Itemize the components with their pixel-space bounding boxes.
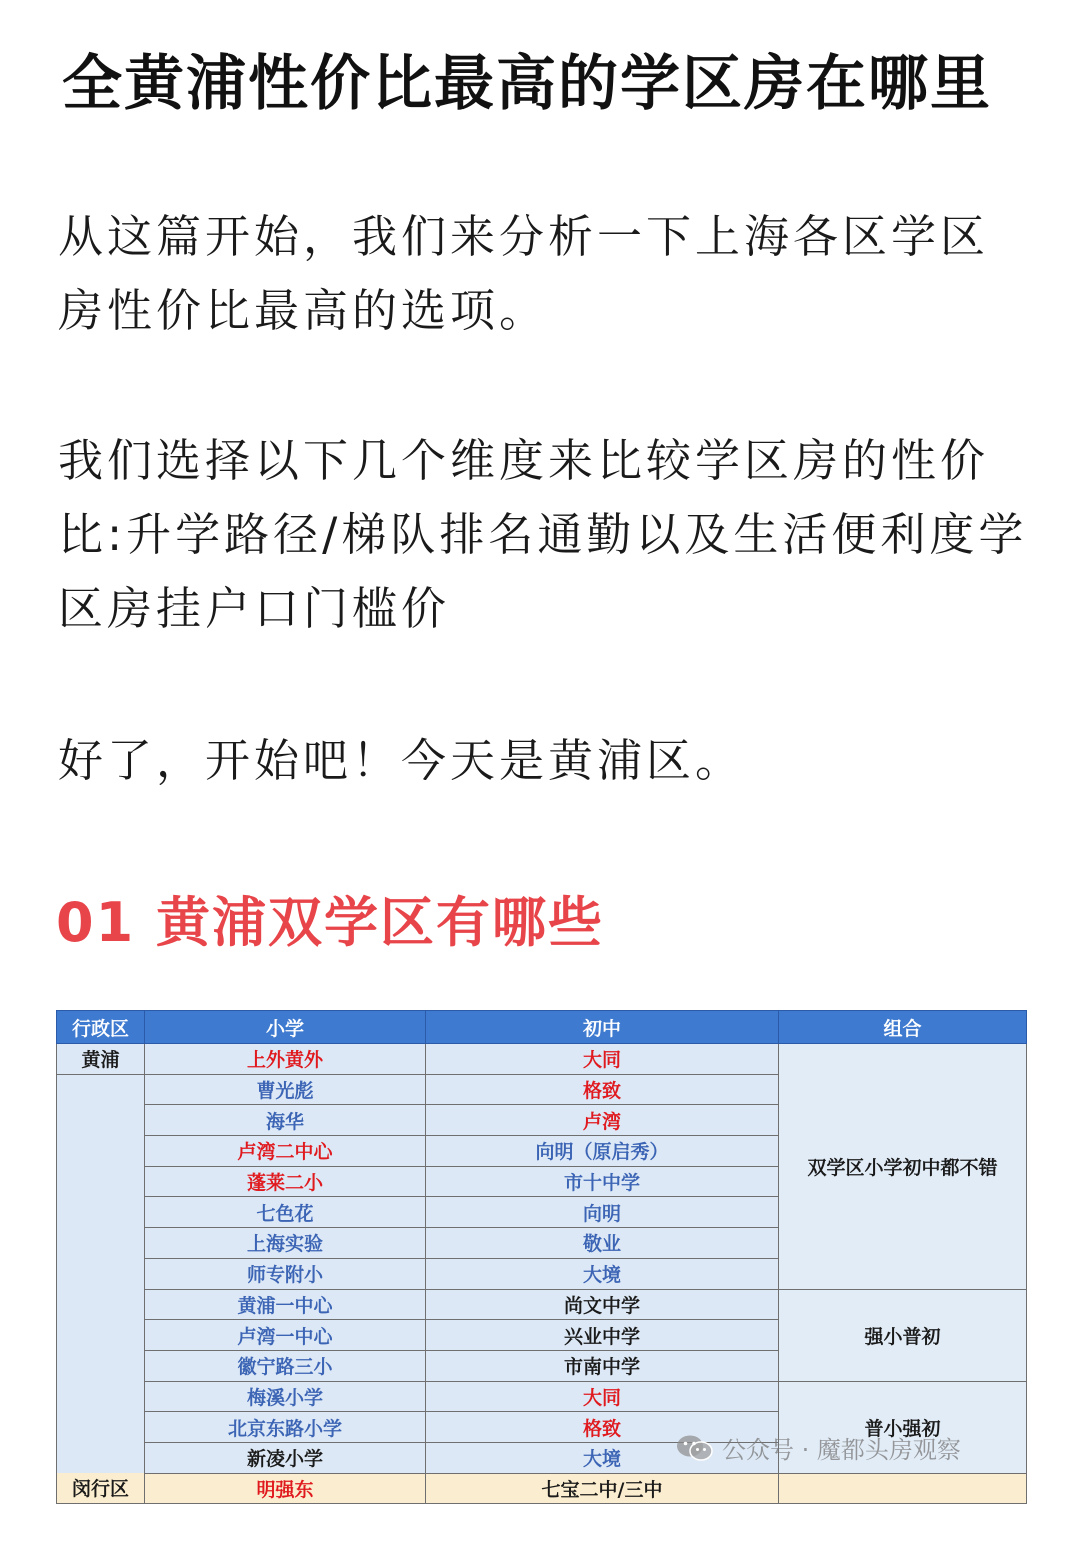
school-table-image [56,1010,1026,1501]
middle-school-cell: 七宝二中/三中 [426,1473,779,1503]
district-cell [57,1258,145,1289]
article-title: 全黄浦性价比最高的学区房在哪里 [62,49,992,119]
middle-school-cell: 大同 [426,1044,779,1075]
header-middle: 初中 [426,1011,779,1044]
primary-school-cell: 师专附小 [145,1258,426,1289]
middle-school-cell: 市十中学 [426,1166,779,1197]
primary-school-cell: 明强东 [145,1473,426,1503]
primary-school-cell: 上海实验 [145,1228,426,1259]
district-cell [57,1442,145,1473]
middle-school-cell: 大境 [426,1258,779,1289]
primary-school-cell: 徽宁路三小 [145,1350,426,1381]
middle-school-cell: 卢湾 [426,1105,779,1136]
combo-cell: 双学区小学初中都不错 [779,1044,1027,1290]
header-combo: 组合 [779,1011,1027,1044]
middle-school-cell: 敬业 [426,1228,779,1259]
middle-school-cell: 向明（原启秀） [426,1136,779,1167]
primary-school-cell: 黄浦一中心 [145,1289,426,1320]
primary-school-cell: 海华 [145,1105,426,1136]
combo-cell: 强小普初 [779,1289,1027,1381]
district-cell [57,1166,145,1197]
district-cell [57,1228,145,1259]
table-header-row [57,1011,1027,1044]
primary-school-cell: 七色花 [145,1197,426,1228]
combo-cell [779,1473,1027,1503]
middle-school-cell: 市南中学 [426,1350,779,1381]
middle-school-cell: 尚文中学 [426,1289,779,1320]
district-cell [57,1412,145,1443]
wechat-icon [676,1434,714,1462]
middle-school-cell: 格致 [426,1074,779,1105]
district-cell: 黄浦 [57,1044,145,1075]
district-cell [57,1350,145,1381]
section-heading: 01 黄浦双学区有哪些 [56,891,604,954]
middle-school-cell: 格致 [426,1412,779,1443]
primary-school-cell: 卢湾二中心 [145,1136,426,1167]
table-row [57,1044,1027,1075]
header-primary: 小学 [145,1011,426,1044]
watermark [676,1430,961,1465]
middle-school-cell: 大境 [426,1442,779,1473]
primary-school-cell: 新凌小学 [145,1442,426,1473]
table-row [57,1289,1027,1320]
district-cell [57,1289,145,1320]
header-district: 行政区 [57,1011,145,1044]
table-row [57,1381,1027,1412]
primary-school-cell: 卢湾一中心 [145,1320,426,1351]
district-cell [57,1197,145,1228]
combo-cell: 普小强初 [779,1381,1027,1473]
district-cell [57,1074,145,1105]
district-cell [57,1320,145,1351]
primary-school-cell: 上外黄外 [145,1044,426,1075]
start-paragraph: 好了，开始吧！今天是黄浦区。 [58,734,745,787]
table-row-partial [57,1473,1027,1503]
middle-school-cell: 向明 [426,1197,779,1228]
district-cell [57,1136,145,1167]
intro-paragraph: 从这篇开始，我们来分析一下上海各区学区房性价比最高的选项。 [58,210,990,337]
middle-school-cell: 兴业中学 [426,1320,779,1351]
middle-school-cell: 大同 [426,1381,779,1412]
district-cell [57,1381,145,1412]
primary-school-cell: 北京东路小学 [145,1412,426,1443]
district-cell: 闵行区 [57,1473,145,1503]
primary-school-cell: 蓬莱二小 [145,1166,426,1197]
primary-school-cell: 曹光彪 [145,1074,426,1105]
dimensions-paragraph: 我们选择以下几个维度来比较学区房的性价比:升学路径/梯队排名通勤以及生活便利度学区房挂户口门槛价 [58,434,1028,635]
watermark-text: 公众号 · 魔都头房观察 [722,1436,961,1464]
district-cell [57,1105,145,1136]
primary-school-cell: 梅溪小学 [145,1381,426,1412]
